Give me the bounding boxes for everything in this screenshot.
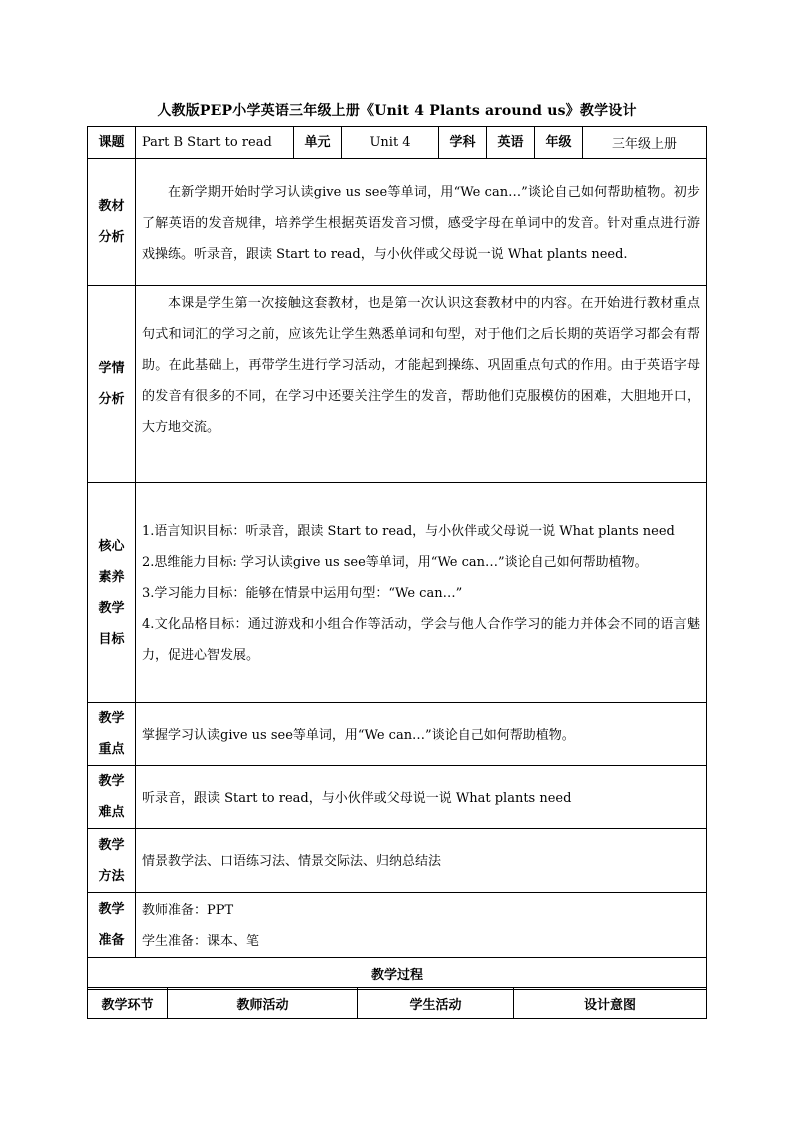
zhunbei-text <box>136 893 707 958</box>
zhunbei-label: 教学 准备 <box>88 893 136 958</box>
keti-value: Part B Start to read <box>136 127 294 159</box>
process-header-row <box>88 988 707 1019</box>
zhongdian-row <box>88 703 707 766</box>
jiaocai-label: 教材 分析 <box>88 159 136 286</box>
zhongdian-label: 教学 重点 <box>88 703 136 766</box>
header-row <box>88 127 707 159</box>
process-title: 教学过程 <box>88 958 707 990</box>
goal-1: 1.语言知识目标：听录音，跟读 Start to read，与小伙伴或父母说一说 What plants need <box>142 524 675 539</box>
process-title-row <box>88 958 707 990</box>
hexin-row <box>88 483 707 703</box>
nandian-row <box>88 766 707 829</box>
goal-2: 2.思维能力目标: 学习认读give us see等单词，用“We can…”谈论自己如何帮助植物。 <box>142 555 648 570</box>
teacher-prep: 教师准备：PPT <box>142 903 234 918</box>
xueke-value: 英语 <box>487 127 535 159</box>
xueke-label: 学科 <box>439 127 487 159</box>
zhunbei-row <box>88 893 707 958</box>
nandian-text: 听录音，跟读 Start to read，与小伙伴或父母说一说 What plants need <box>136 766 707 829</box>
hexin-goals <box>136 483 707 703</box>
danyuan-label: 单元 <box>294 127 342 159</box>
nianji-label: 年级 <box>535 127 583 159</box>
xueqing-row <box>88 286 707 483</box>
fangfa-row <box>88 829 707 893</box>
lesson-plan-table <box>87 126 707 990</box>
process-col-teacher: 教师活动 <box>168 988 358 1019</box>
process-col-stage: 教学环节 <box>88 988 168 1019</box>
process-col-student: 学生活动 <box>358 988 514 1019</box>
keti-label: 课题 <box>88 127 136 159</box>
page-title: 人教版PEP小学英语三年级上册《Unit 4 Plants around us》教学设计 <box>157 103 637 119</box>
jiaocai-row <box>88 159 707 286</box>
fangfa-text: 情景教学法、口语练习法、情景交际法、归纳总结法 <box>136 829 707 893</box>
nianji-value: 三年级上册 <box>583 127 707 159</box>
xueqing-text: 本课是学生第一次接触这套教材，也是第一次认识这套教材中的内容。在开始进行教材重点句式和词汇的学习之前，应该先让学生熟悉单词和句型，对于他们之后长期的英语学习都会有帮助。在此基础上，再带学生进行学习活动，才能起到操练、巩固重点句式的作用。由于英语字母的发音有很多的不同，在学习中还要关注学生的发音，帮助他们克服模仿的困难，大胆地开口，大方地交流。 <box>136 286 707 483</box>
danyuan-value: Unit 4 <box>342 127 439 159</box>
jiaocai-text: 在新学期开始时学习认读give us see等单词，用“We can…”谈论自己如何帮助植物。初步了解英语的发音规律，培养学生根据英语发音习惯，感受字母在单词中的发音。针对重点进行游戏操练。听录音，跟读 Start to read，与小伙伴或父母说一说 What plants need. <box>136 159 707 286</box>
xueqing-label: 学情 分析 <box>88 286 136 483</box>
process-header-table <box>87 987 707 1019</box>
zhongdian-text: 掌握学习认读give us see等单词，用“We can…”谈论自己如何帮助植物。 <box>136 703 707 766</box>
goal-3: 3.学习能力目标：能够在情景中运用句型：“We can…” <box>142 586 463 601</box>
student-prep: 学生准备：课本、笔 <box>142 934 260 949</box>
goal-4: 4.文化品格目标：通过游戏和小组合作等活动，学会与他人合作学习的能力并体会不同的语言魅力，促进心智发展。 <box>142 617 701 663</box>
fangfa-label: 教学 方法 <box>88 829 136 893</box>
process-col-intent: 设计意图 <box>514 988 707 1019</box>
hexin-label: 核心 素养 教学 目标 <box>88 483 136 703</box>
nandian-label: 教学 难点 <box>88 766 136 829</box>
